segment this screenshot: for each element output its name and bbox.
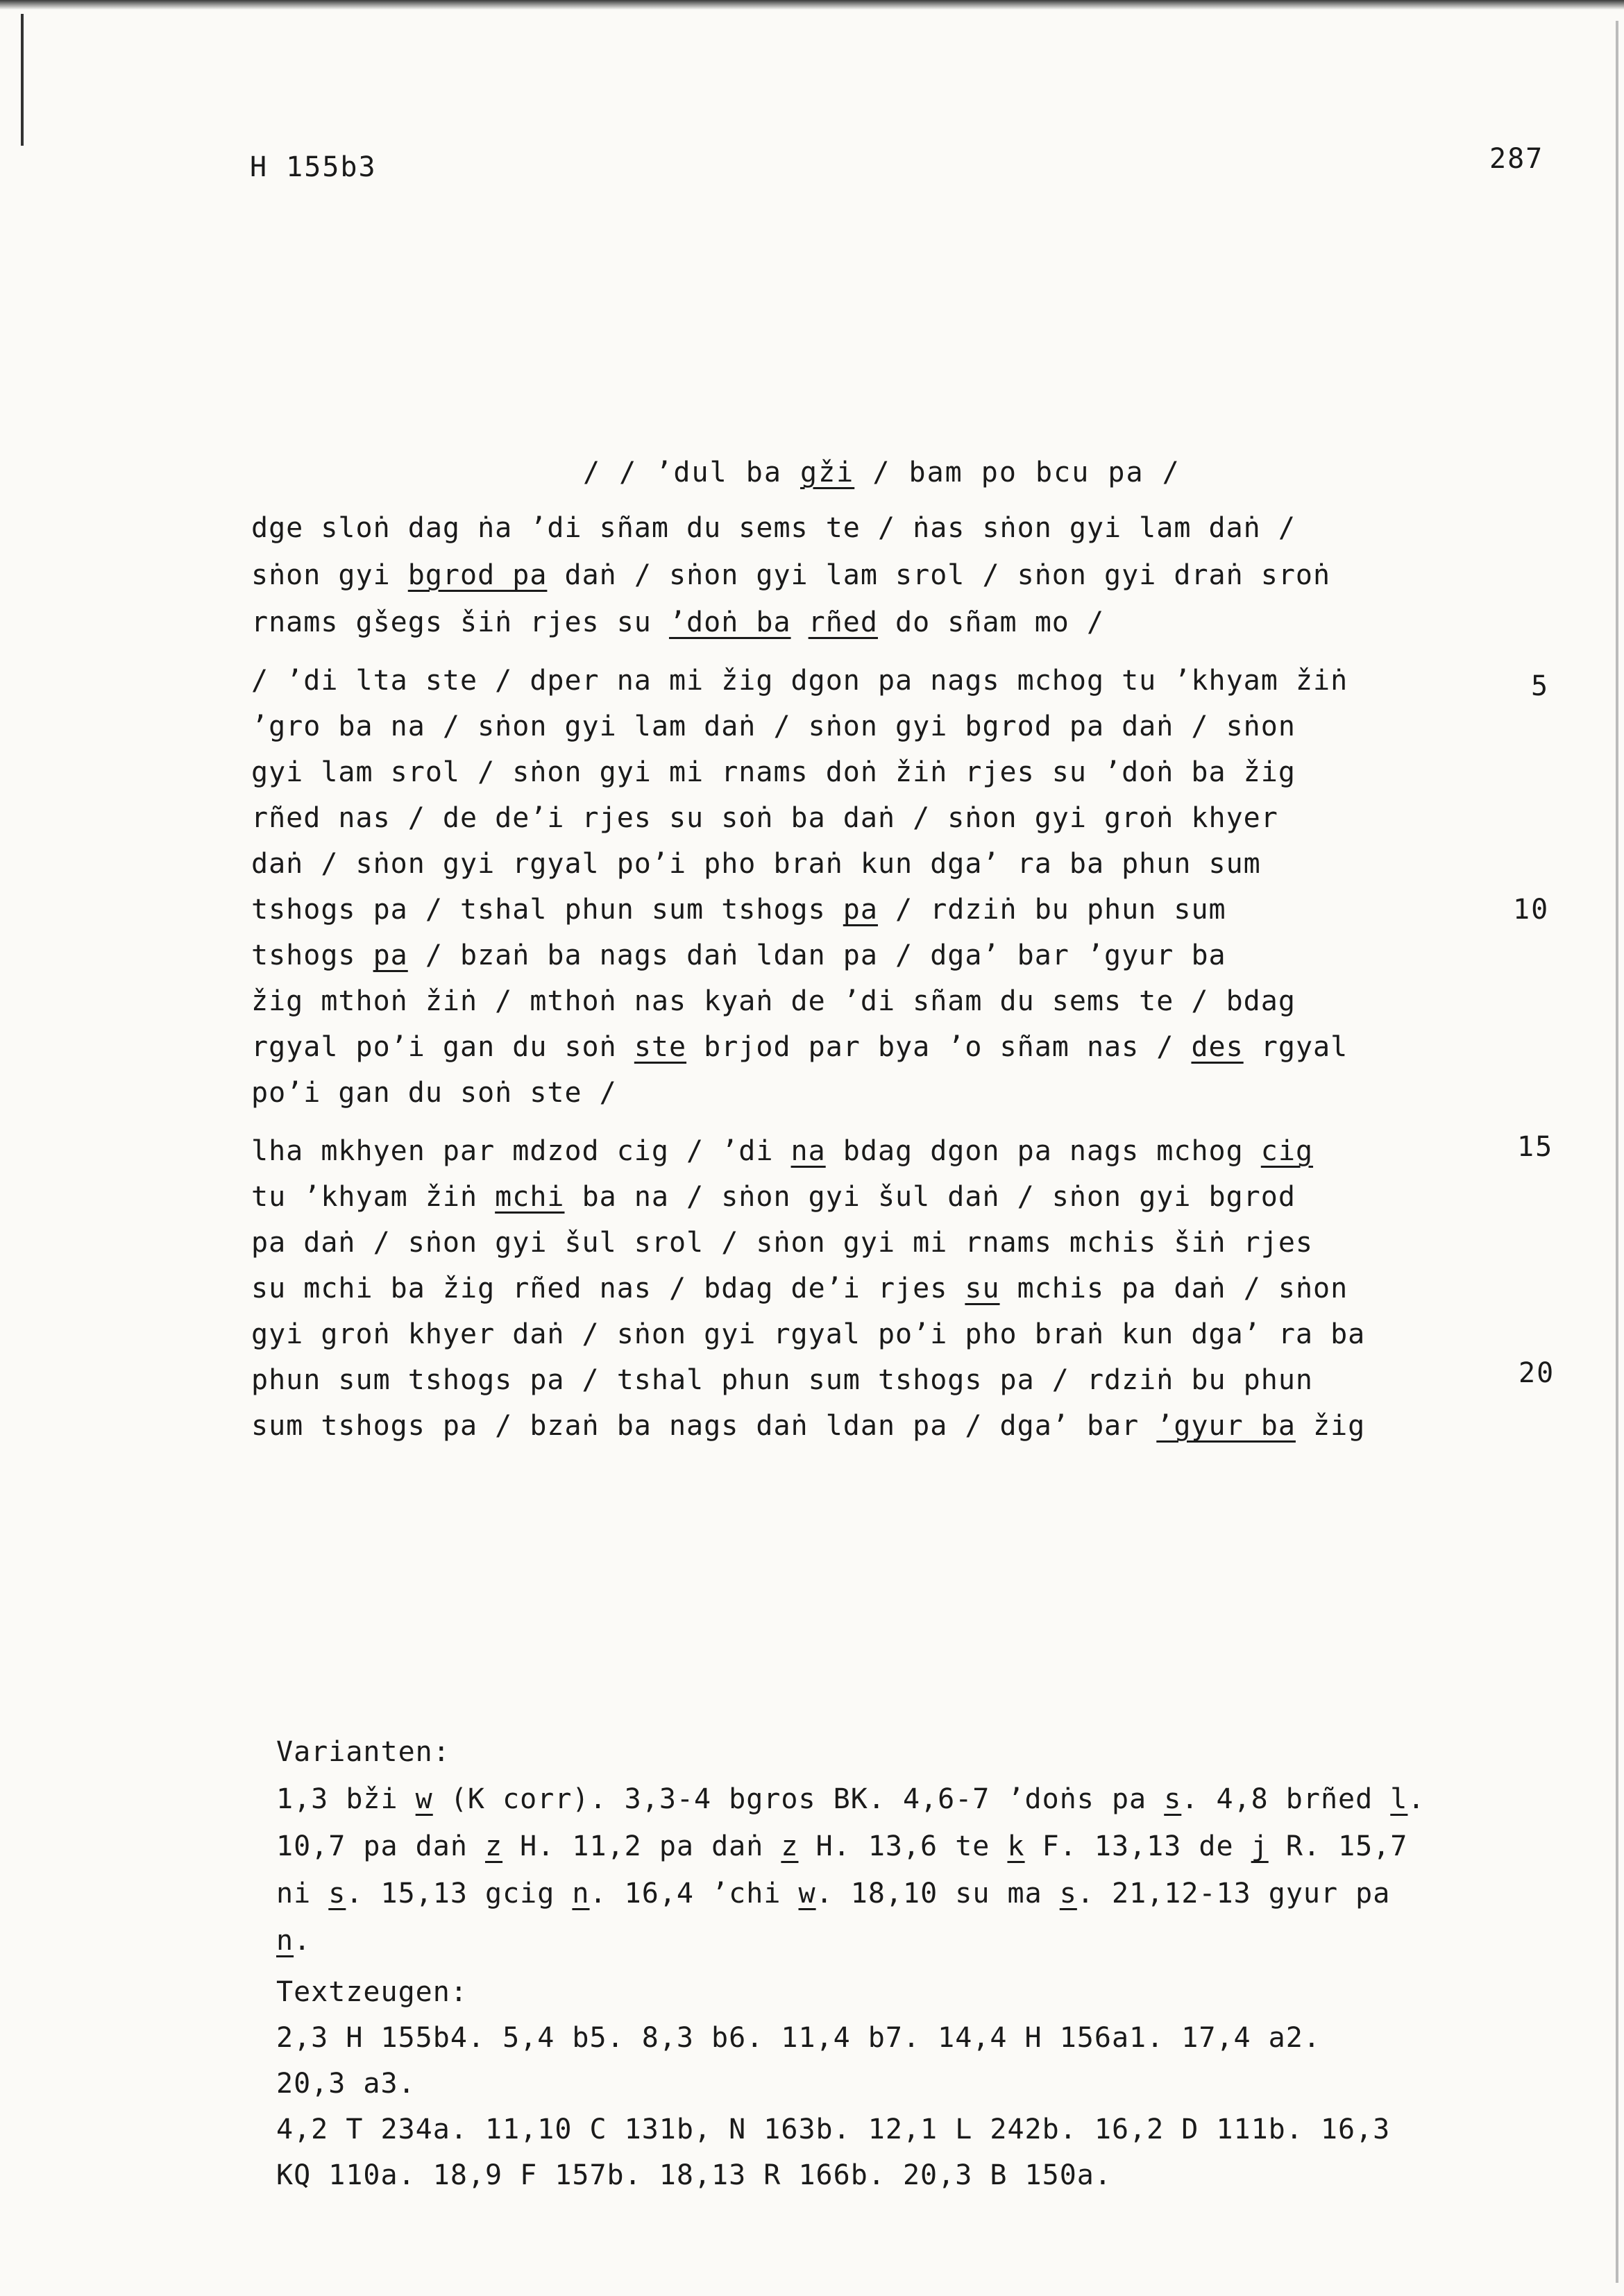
underlined-word: pa [843,894,878,926]
text-line [251,1031,1348,1063]
underlined-word: des [1191,1031,1244,1063]
text-line [251,1227,1313,1259]
underlined-word: pa [373,939,408,971]
text-segment: sṅon gyi [251,559,408,591]
apparatus-line [276,1830,1407,1862]
text-segment: . 15,13 gcig [346,1878,573,1910]
underlined-word: ste [634,1031,687,1063]
apparatus-line [276,1925,311,1957]
text-segment: brjod par bya ’o sñam nas / [686,1031,1192,1063]
underlined-word: n [572,1878,590,1910]
text-segment: / bam po bcu pa / [854,457,1181,488]
text-segment: 10,7 pa daṅ [276,1830,485,1862]
text-segment: žig [1295,1410,1366,1442]
line-number: 15 [1517,1131,1554,1163]
underlined-word: s [1164,1783,1182,1815]
text-segment: 20,3 a3. [276,2068,416,2100]
underlined-word: k [1007,1830,1025,1862]
text-line [251,1135,1313,1167]
text-line [251,848,1261,880]
text-segment: . 4,8 brñed [1181,1783,1391,1815]
underlined-word: bgrod pa [407,559,548,591]
underlined-word: rñed [808,606,878,638]
text-segment: pa daṅ / sṅon gyi šul srol / sṅon gyi mi rnams mchis šiṅ rjes [251,1227,1314,1259]
text-line [251,711,1296,742]
text-segment: tshogs [251,939,373,971]
text-segment: dge sloṅ dag ṅa ’di sñam du sems te / ṅas sṅon gyi lam daṅ / [251,512,1296,544]
text-segment: . 21,12-13 gyur pa [1076,1878,1391,1910]
text-segment: rñed nas / de de’i rjes su soṅ ba daṅ / sṅon gyi groṅ khyer [251,802,1278,834]
text-line [251,939,1226,971]
text-segment: tu ’khyam žiṅ [251,1181,496,1213]
text-segment: . 16,4 ’chi [589,1878,799,1910]
text-segment: daṅ / sṅon gyi lam srol / sṅon gyi draṅ sroṅ [547,559,1331,591]
text-segment: / ’di lta ste / dper na mi žig dgon pa nags mchog tu ’khyam žiṅ [251,665,1348,697]
text-line [251,1318,1365,1350]
scan-top-edge [0,0,1624,10]
apparatus-line [276,1783,1425,1815]
line-number: 5 [1531,670,1550,702]
text-line [251,1181,1296,1213]
text-segment: KQ 110a. 18,9 F 157b. 18,13 R 166b. 20,3 B 150a. [276,2159,1112,2191]
scan-left-edge [21,14,24,146]
text-line [251,894,1226,926]
line-number: 10 [1513,894,1550,926]
apparatus-line [276,2114,1390,2145]
text-line [251,512,1296,544]
text-segment: . 18,10 su ma [815,1878,1060,1910]
text-segment: tshogs pa / tshal phun sum tshogs [251,894,843,926]
text-segment: po’i gan du soṅ ste / [251,1077,617,1109]
text-segment: / rdziṅ bu phun sum [877,894,1226,926]
text-segment: 4,2 T 234a. 11,10 C 131b, N 163b. 12,1 L 242b. 16,2 D 111b. 16,3 [276,2114,1391,2145]
text-segment: F. 13,13 de [1024,1830,1251,1862]
text-line [251,665,1348,697]
text-line [251,1364,1313,1396]
text-line [251,1077,617,1109]
apparatus-line [276,2159,1112,2191]
apparatus-line [276,2022,1321,2054]
underlined-word: w [415,1783,433,1815]
text-line [251,559,1330,591]
text-line [251,1273,1348,1304]
varianten-heading: Varianten: [276,1736,450,1768]
text-segment: rnams gšegs šiṅ rjes su [251,606,669,638]
text-segment: ni [276,1878,329,1910]
underlined-word: ’doṅ ba [668,606,791,638]
text-segment: mchis pa daṅ / sṅon [999,1273,1348,1304]
text-segment: bdag dgon pa nags mchog [825,1135,1261,1167]
underlined-word: su [965,1273,1000,1304]
text-line [251,985,1296,1017]
underlined-word: na [790,1135,826,1167]
text-segment: / / ’dul ba [583,457,800,488]
text-line [251,606,1104,638]
scan-right-edge [1616,21,1618,2283]
underlined-word: ’gyur ba [1156,1410,1296,1442]
text-segment: ba na / sṅon gyi šul daṅ / sṅon gyi bgrod [564,1181,1296,1213]
text-segment: phun sum tshogs pa / tshal phun sum tshogs pa / rdziṅ bu phun [251,1364,1314,1396]
text-segment: H. 11,2 pa daṅ [502,1830,781,1862]
textzeugen-heading: Textzeugen: [276,1976,468,2008]
text-segment: gyi groṅ khyer daṅ / sṅon gyi rgyal po’i pho braṅ kun dga’ ra ba [251,1318,1366,1350]
text-segment: / bzaṅ ba nags daṅ ldan pa / dga’ bar ’gyur ba [407,939,1226,971]
text-segment: R. 15,7 [1268,1830,1408,1862]
line-number: 20 [1519,1357,1555,1389]
page-siglum: H 155b3 [250,151,377,183]
text-line [251,802,1278,834]
underlined-word: s [328,1878,346,1910]
text-segment: do sñam mo / [877,606,1105,638]
text-segment: 2,3 H 155b4. 5,4 b5. 8,3 b6. 11,4 b7. 14,4 H 156a1. 17,4 a2. [276,2022,1321,2054]
text-segment [791,606,809,638]
apparatus-line [276,1878,1390,1910]
underlined-word: j [1251,1830,1269,1862]
underlined-word: mchi [495,1181,565,1213]
chapter-title [583,457,1181,488]
underlined-word: w [798,1878,816,1910]
text-segment: ’gro ba na / sṅon gyi lam daṅ / sṅon gyi bgrod pa daṅ / sṅon [251,711,1296,742]
text-segment: su mchi ba žig rñed nas / bdag de’i rjes [251,1273,965,1304]
underlined-word: gži [800,457,855,488]
underlined-word: l [1390,1783,1408,1815]
text-segment: rgyal [1243,1031,1348,1063]
underlined-word: z [781,1830,799,1862]
text-segment: . [1407,1783,1426,1815]
text-segment: H. 13,6 te [798,1830,1008,1862]
underlined-word: cig [1260,1135,1314,1167]
underlined-word: z [484,1830,503,1862]
text-line [251,1410,1365,1442]
text-segment: lha mkhyen par mdzod cig / ’di [251,1135,791,1167]
underlined-word: s [1059,1878,1077,1910]
text-segment: rgyal po’i gan du soṅ [251,1031,634,1063]
text-segment: žig mthoṅ žiṅ / mthoṅ nas kyaṅ de ’di sñam du sems te / bdag [251,985,1296,1017]
text-line [251,756,1296,788]
page-number: 287 [1489,143,1544,175]
text-segment: (K corr). 3,3-4 bgros BK. 4,6-7 ’doṅs pa [432,1783,1165,1815]
text-segment: gyi lam srol / sṅon gyi mi rnams doṅ žiṅ rjes su ’doṅ ba žig [251,756,1296,788]
text-segment: 1,3 bži [276,1783,416,1815]
underlined-word: n [276,1925,294,1957]
apparatus-line [276,2068,416,2100]
text-segment: daṅ / sṅon gyi rgyal po’i pho braṅ kun dga’ ra ba phun sum [251,848,1261,880]
text-segment: sum tshogs pa / bzaṅ ba nags daṅ ldan pa / dga’ bar [251,1410,1157,1442]
text-segment: . [294,1925,312,1957]
